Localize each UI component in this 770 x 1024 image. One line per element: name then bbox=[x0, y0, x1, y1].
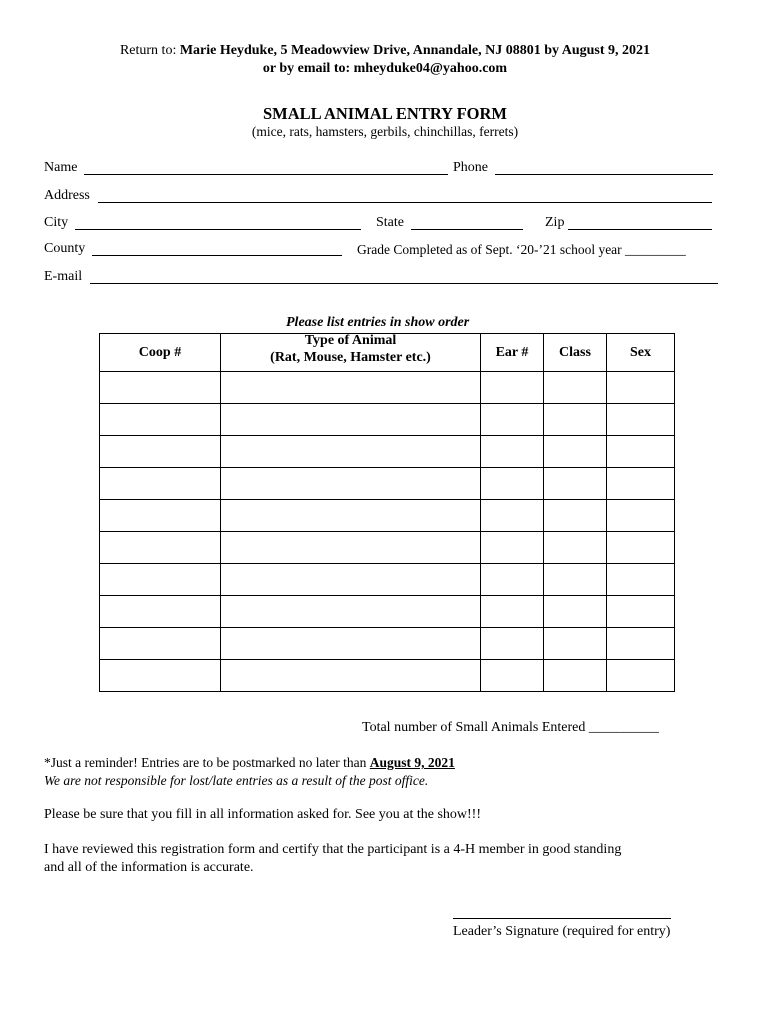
return-prefix: Return to: bbox=[119, 43, 180, 58]
type-cell[interactable] bbox=[221, 660, 481, 692]
sex-cell[interactable] bbox=[607, 628, 675, 660]
class-cell[interactable] bbox=[544, 468, 607, 500]
sex-cell[interactable] bbox=[607, 372, 675, 404]
coop-cell[interactable] bbox=[100, 468, 221, 500]
ear-cell[interactable] bbox=[481, 404, 544, 436]
class-cell[interactable] bbox=[544, 660, 607, 692]
table-row bbox=[100, 500, 675, 532]
sex-cell[interactable] bbox=[607, 468, 675, 500]
signature-field[interactable] bbox=[453, 918, 671, 919]
class-header: Class bbox=[544, 334, 607, 372]
type-cell[interactable] bbox=[221, 404, 481, 436]
certification-line-2: and all of the information is accurate. bbox=[44, 860, 254, 875]
state-label: State bbox=[376, 215, 404, 230]
sex-cell[interactable] bbox=[607, 564, 675, 596]
type-cell[interactable] bbox=[221, 596, 481, 628]
total-animals-field[interactable]: Total number of Small Animals Entered __________ bbox=[362, 720, 659, 735]
class-cell[interactable] bbox=[544, 372, 607, 404]
name-field[interactable] bbox=[84, 174, 448, 175]
state-field[interactable] bbox=[411, 229, 523, 230]
name-label: Name bbox=[44, 160, 78, 175]
table-row bbox=[100, 404, 675, 436]
ear-cell[interactable] bbox=[481, 532, 544, 564]
zip-label: Zip bbox=[545, 215, 565, 230]
sex-cell[interactable] bbox=[607, 596, 675, 628]
signature-label: Leader’s Signature (required for entry) bbox=[453, 924, 671, 939]
sex-header: Sex bbox=[607, 334, 675, 372]
coop-header: Coop # bbox=[100, 334, 221, 372]
table-row bbox=[100, 660, 675, 692]
county-label: County bbox=[44, 241, 86, 256]
ear-header: Ear # bbox=[481, 334, 544, 372]
sex-cell[interactable] bbox=[607, 532, 675, 564]
animal-type-header: Type of Animal (Rat, Mouse, Hamster etc.) bbox=[221, 334, 481, 372]
return-address bbox=[0, 43, 770, 59]
coop-cell[interactable] bbox=[100, 564, 221, 596]
type-cell[interactable] bbox=[221, 436, 481, 468]
table-header-row bbox=[100, 334, 675, 372]
coop-cell[interactable] bbox=[100, 532, 221, 564]
ear-cell[interactable] bbox=[481, 564, 544, 596]
table-row bbox=[100, 628, 675, 660]
fill-in-note: Please be sure that you fill in all information asked for. See you at the show!!! bbox=[44, 807, 482, 822]
coop-cell[interactable] bbox=[100, 596, 221, 628]
sex-cell[interactable] bbox=[607, 500, 675, 532]
class-cell[interactable] bbox=[544, 564, 607, 596]
coop-cell[interactable] bbox=[100, 660, 221, 692]
return-address-detail: Marie Heyduke, 5 Meadowview Drive, Annandale, NJ 08801 by August 9, 2021 bbox=[179, 43, 651, 58]
class-cell[interactable] bbox=[544, 596, 607, 628]
sex-cell[interactable] bbox=[607, 436, 675, 468]
phone-label: Phone bbox=[453, 160, 488, 175]
coop-cell[interactable] bbox=[100, 372, 221, 404]
ear-cell[interactable] bbox=[481, 628, 544, 660]
zip-field[interactable] bbox=[568, 229, 712, 230]
type-cell[interactable] bbox=[221, 468, 481, 500]
table-row bbox=[100, 436, 675, 468]
ear-cell[interactable] bbox=[481, 660, 544, 692]
city-label: City bbox=[44, 215, 69, 230]
email-field[interactable] bbox=[90, 283, 718, 284]
ear-cell[interactable] bbox=[481, 500, 544, 532]
sex-cell[interactable] bbox=[607, 660, 675, 692]
email-instruction: or by email to: mheyduke04@yahoo.com bbox=[262, 61, 508, 76]
class-cell[interactable] bbox=[544, 404, 607, 436]
type-cell[interactable] bbox=[221, 564, 481, 596]
table-row bbox=[100, 468, 675, 500]
entry-table bbox=[99, 333, 675, 692]
coop-cell[interactable] bbox=[100, 436, 221, 468]
sex-cell[interactable] bbox=[607, 404, 675, 436]
email-label: E-mail bbox=[44, 269, 83, 284]
type-cell[interactable] bbox=[221, 628, 481, 660]
type-cell[interactable] bbox=[221, 500, 481, 532]
table-row bbox=[100, 372, 675, 404]
table-row bbox=[100, 596, 675, 628]
county-field[interactable] bbox=[92, 255, 342, 256]
city-field[interactable] bbox=[75, 229, 361, 230]
ear-cell[interactable] bbox=[481, 372, 544, 404]
deadline-date: August 9, 2021 bbox=[369, 755, 455, 770]
table-row bbox=[100, 564, 675, 596]
phone-field[interactable] bbox=[495, 174, 713, 175]
table-row bbox=[100, 532, 675, 564]
type-cell[interactable] bbox=[221, 372, 481, 404]
address-field[interactable] bbox=[98, 202, 712, 203]
type-cell[interactable] bbox=[221, 532, 481, 564]
reminder-note: *Just a reminder! Entries are to be postmarked no later than August 9, 2021 bbox=[44, 755, 455, 770]
table-caption: Please list entries in show order bbox=[286, 315, 470, 330]
address-label: Address bbox=[44, 188, 90, 203]
form-subtitle: (mice, rats, hamsters, gerbils, chinchillas, ferrets) bbox=[251, 124, 519, 139]
disclaimer-note: We are not responsible for lost/late entries as a result of the post office. bbox=[44, 773, 429, 788]
coop-cell[interactable] bbox=[100, 628, 221, 660]
certification-line-1: I have reviewed this registration form and certify that the participant is a 4-H member in good standing bbox=[44, 842, 622, 857]
class-cell[interactable] bbox=[544, 436, 607, 468]
class-cell[interactable] bbox=[544, 500, 607, 532]
form-title: SMALL ANIMAL ENTRY FORM bbox=[262, 104, 508, 123]
ear-cell[interactable] bbox=[481, 436, 544, 468]
coop-cell[interactable] bbox=[100, 404, 221, 436]
class-cell[interactable] bbox=[544, 532, 607, 564]
class-cell[interactable] bbox=[544, 628, 607, 660]
ear-cell[interactable] bbox=[481, 468, 544, 500]
coop-cell[interactable] bbox=[100, 500, 221, 532]
grade-field[interactable]: Grade Completed as of Sept. ‘20-’21 school year _________ bbox=[357, 242, 686, 257]
ear-cell[interactable] bbox=[481, 596, 544, 628]
